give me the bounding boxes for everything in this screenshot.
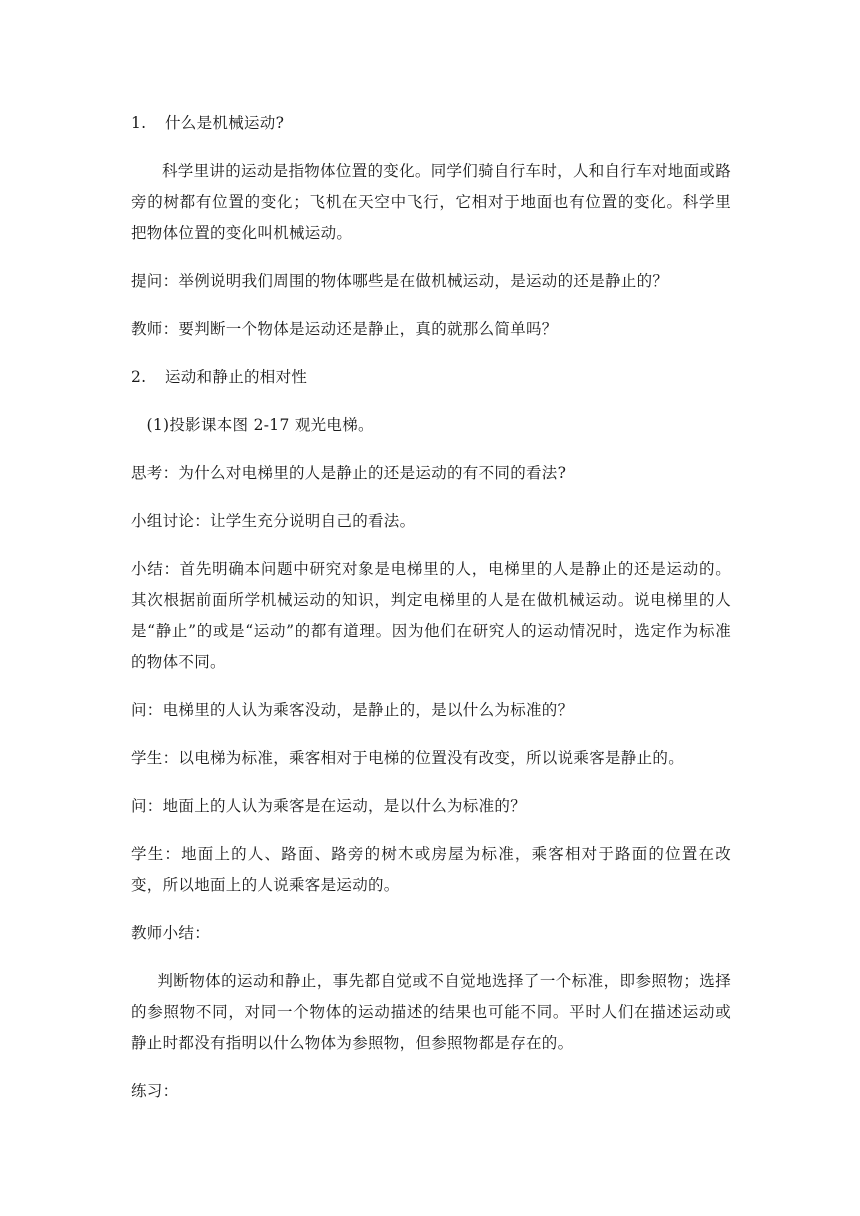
heading-1-number: 1.: [131, 114, 147, 132]
paragraph-teacher-summary-label: 教师小结：: [131, 924, 211, 942]
paragraph-question-examples: 提问：举例说明我们周围的物体哪些是在做机械运动，是运动的还是静止的？: [131, 272, 669, 290]
paragraph-question-ground: 问：地面上的人认为乘客是在运动，是以什么为标准的？: [131, 797, 527, 815]
paragraph-group-discussion: 小组讨论：让学生充分说明自己的看法。: [131, 512, 416, 530]
paragraph-teacher-summary: 判断物体的运动和静止，事先都自觉或不自觉地选择了一个标准，即参照物；选择的参照物不同，对同一个物体的运动描述的结果也可能不同。平时人们在描述运动或静止时都没有指明以什么物体为参照物，但参照物都是存在的。: [131, 972, 731, 1052]
paragraph-teacher-prompt: 教师：要判断一个物体是运动还是静止，真的就那么简单吗？: [131, 320, 558, 338]
heading-1: [131, 108, 731, 139]
heading-2-number: 2.: [131, 368, 147, 386]
heading-1-text: 什么是机械运动?: [165, 114, 285, 132]
paragraph-summary: 小结：首先明确本问题中研究对象是电梯里的人，电梯里的人是静止的还是运动的。其次根据前面所学机械运动的知识，判定电梯里的人是在做机械运动。说电梯里的人是“静止”的或是“运动”的都有道理。因为他们在研究人的运动情况时，选定作为标准的物体不同。: [131, 560, 731, 671]
paragraph-mechanical-motion-definition: 科学里讲的运动是指物体位置的变化。同学们骑自行车时，人和自行车对地面或路旁的树都有位置的变化；飞机在天空中飞行，它相对于地面也有位置的变化。科学里把物体位置的变化叫机械运动。: [131, 162, 731, 242]
paragraph-student-answer-2: 学生：地面上的人、路面、路旁的树木或房屋为标准，乘客相对于路面的位置在改变，所以地面上的人说乘客是运动的。: [131, 845, 731, 894]
paragraph-question-elevator: 问：电梯里的人认为乘客没动，是静止的，是以什么为标准的？: [131, 701, 574, 719]
paragraph-projection: (1)投影课本图 2-17 观光电梯。: [146, 416, 374, 434]
paragraph-think: 思考：为什么对电梯里的人是静止的还是运动的有不同的看法?: [131, 464, 567, 482]
heading-2-text: 运动和静止的相对性: [165, 368, 308, 386]
document-body: [131, 108, 731, 1124]
heading-2: [131, 362, 731, 393]
paragraph-exercise-label: 练习：: [131, 1082, 179, 1100]
paragraph-student-answer-1: 学生：以电梯为标准，乘客相对于电梯的位置没有改变，所以说乘客是静止的。: [131, 749, 685, 767]
